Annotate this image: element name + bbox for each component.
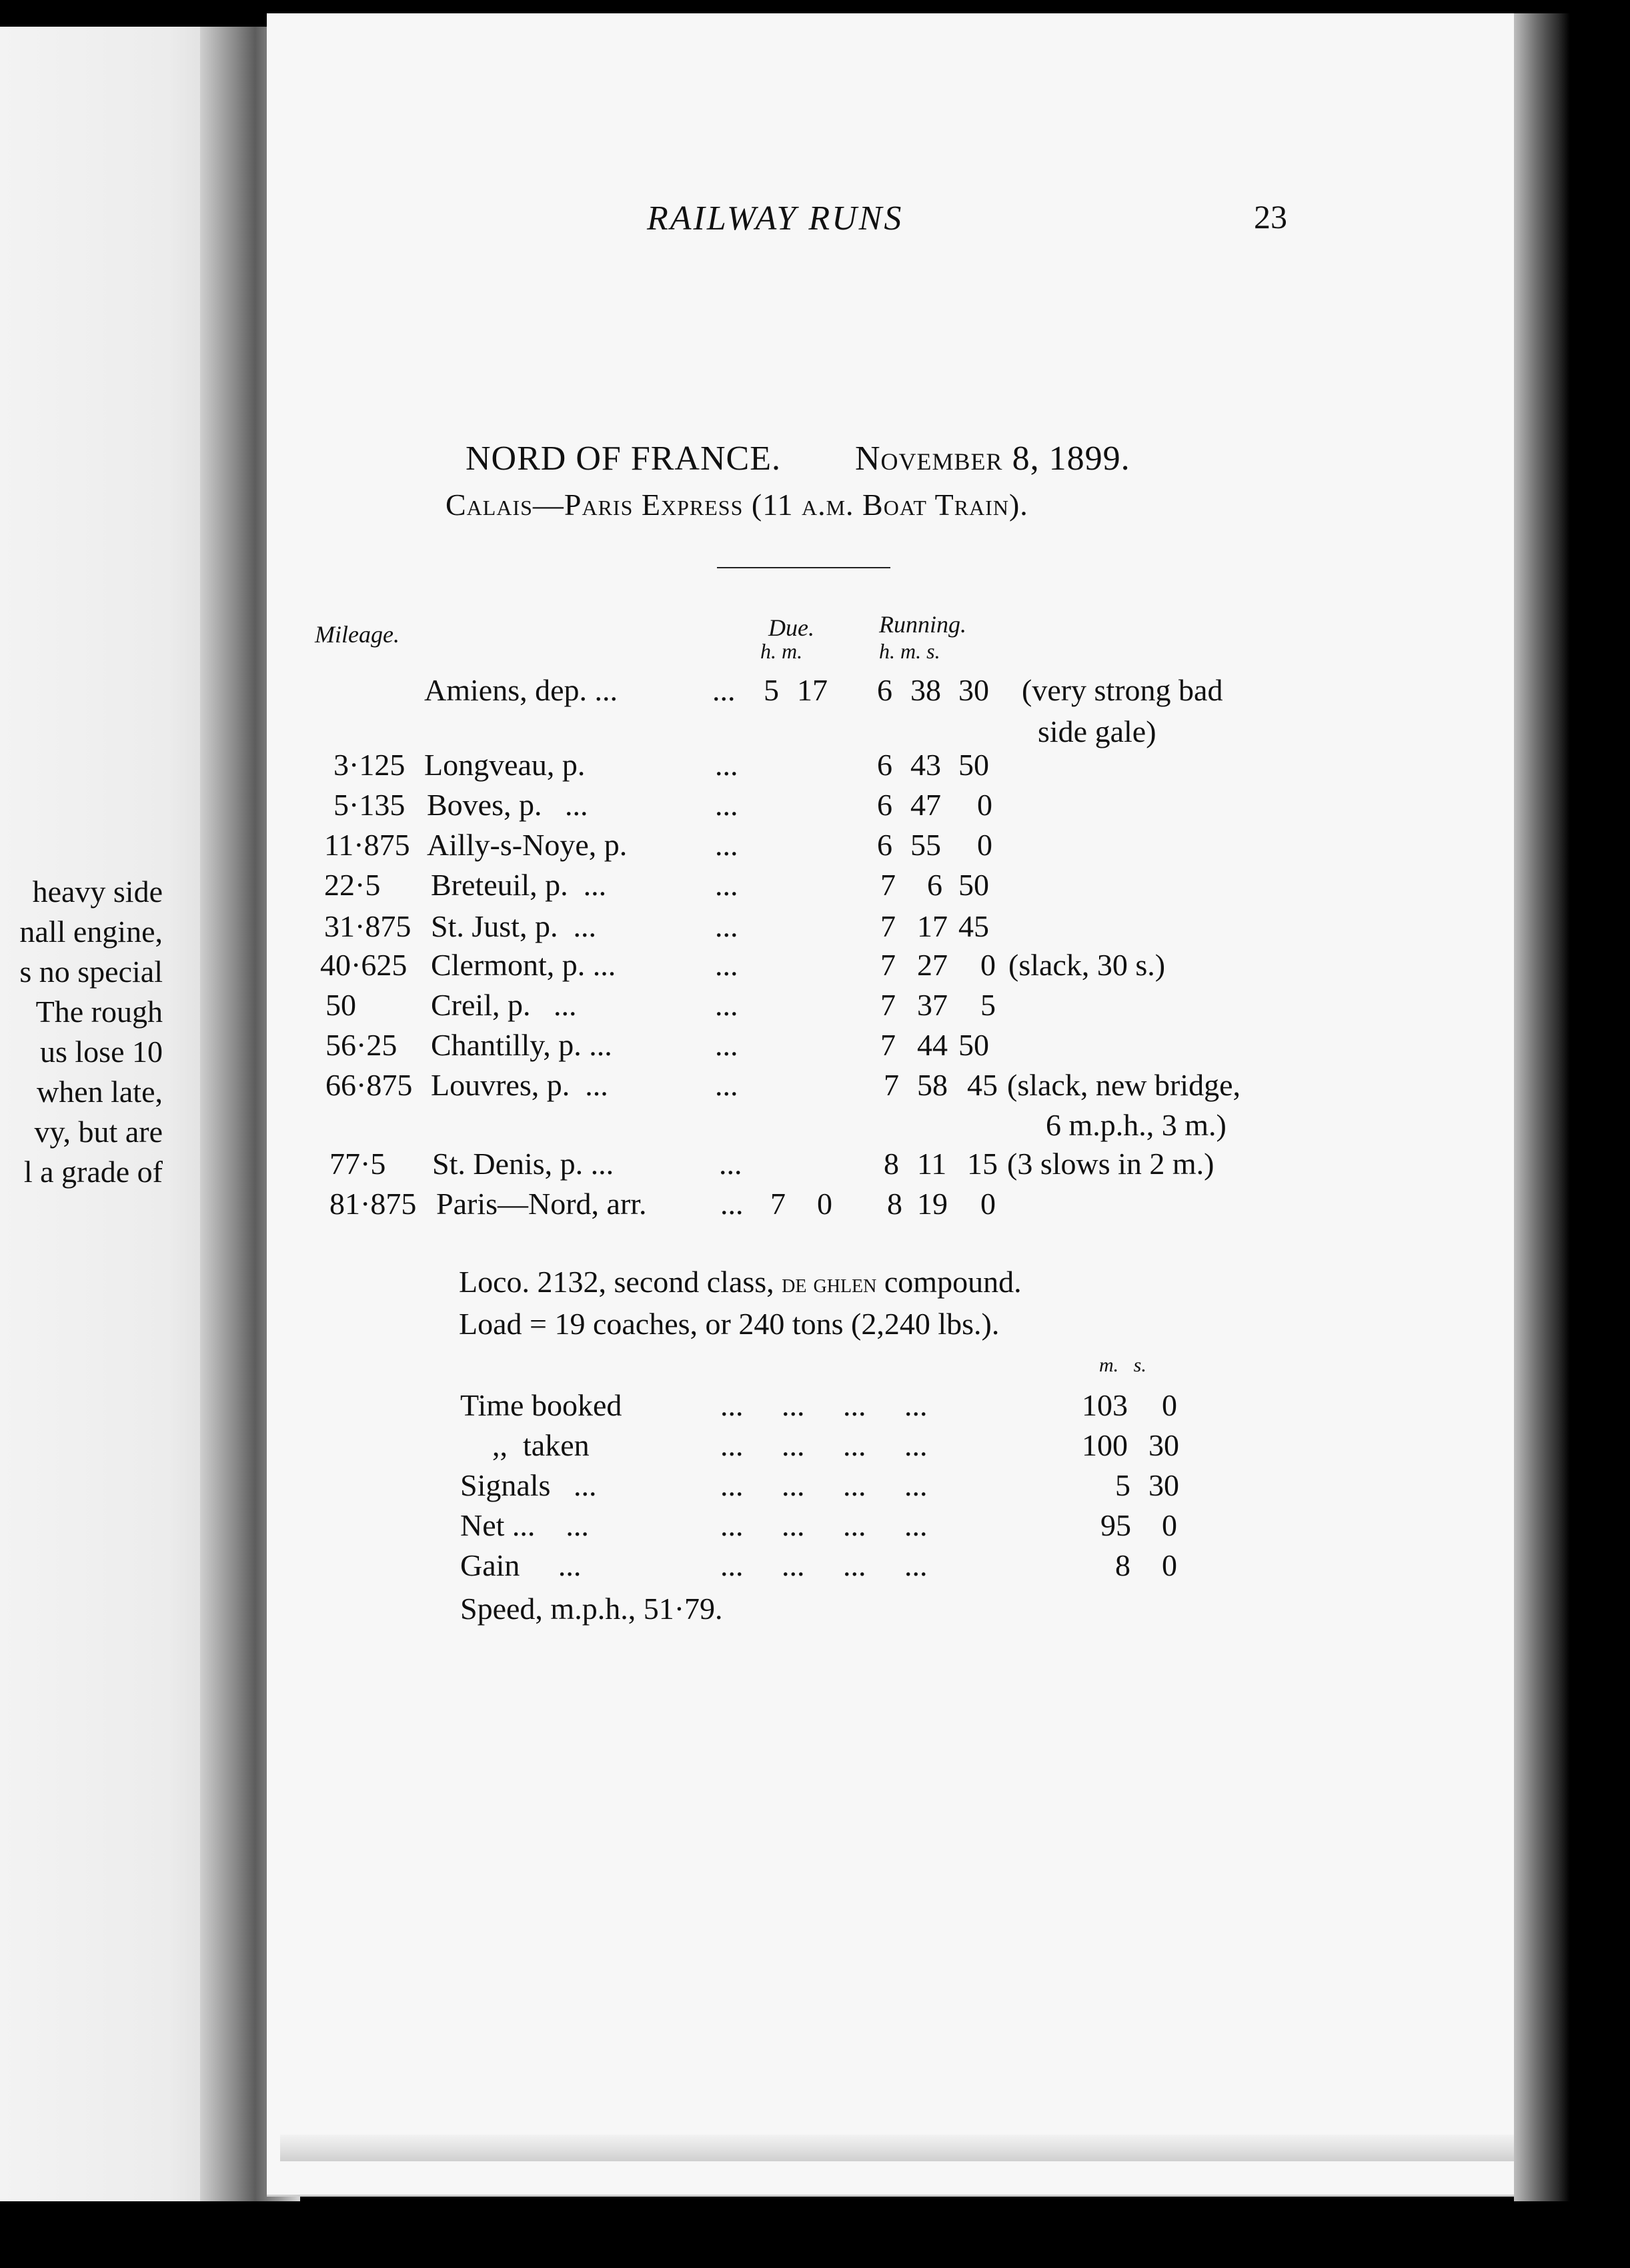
run-seconds-cell: 0 — [980, 948, 996, 982]
note-cell: (slack, new bridge, — [1007, 1068, 1241, 1102]
page-bottom-edge — [280, 2135, 1521, 2161]
summary-minutes: 100 — [1082, 1428, 1128, 1462]
leader-dots: ... ... ... ... — [720, 1468, 928, 1502]
left-page-line: heavy side — [32, 875, 163, 909]
column-header-mileage: Mileage. — [315, 621, 399, 648]
left-page-line: The rough — [35, 995, 163, 1029]
summary-seconds: 0 — [1162, 1508, 1177, 1542]
summary-label: ,, taken — [492, 1428, 590, 1462]
run-hours-cell: 7 — [880, 868, 896, 902]
run-minutes-cell: 17 — [917, 909, 948, 943]
run-minutes-cell: 27 — [917, 948, 948, 982]
summary-label: Net ... ... — [460, 1508, 589, 1542]
summary-seconds: 0 — [1162, 1548, 1177, 1582]
load-line: Load = 19 coaches, or 240 tons (2,240 lbs.). — [459, 1307, 1000, 1341]
mileage-cell: 56·25 — [325, 1028, 397, 1062]
leader-dots: ... — [719, 1147, 742, 1181]
mileage-cell: 81·875 — [329, 1187, 417, 1221]
station-name-cell: Clermont, p. ... — [431, 948, 616, 982]
summary-seconds: 30 — [1148, 1468, 1179, 1502]
summary-label: Time booked — [460, 1388, 622, 1422]
station-name-cell: Amiens, dep. ... — [424, 673, 618, 707]
station-name-cell: Louvres, p. ... — [431, 1068, 608, 1102]
leader-dots: ... — [715, 868, 738, 902]
run-hours-cell: 7 — [880, 909, 896, 943]
station-name-cell: Creil, p. ... — [431, 988, 577, 1022]
summary-seconds: 0 — [1162, 1388, 1177, 1422]
run-seconds-cell: 45 — [967, 1068, 998, 1102]
run-seconds-cell: 30 — [958, 673, 989, 707]
train-title: Calais—Paris Express (11 a.m. Boat Train). — [446, 488, 1028, 522]
page-number: 23 — [1254, 198, 1287, 235]
summary-seconds: 30 — [1148, 1428, 1179, 1462]
summary-minutes: 8 — [1115, 1548, 1130, 1582]
column-header-due: Due. — [768, 614, 814, 641]
run-date: November 8, 1899. — [855, 440, 1130, 478]
loco-type: compound. — [884, 1265, 1022, 1299]
run-hours-cell: 6 — [877, 788, 892, 822]
leader-dots: ... ... ... ... — [720, 1388, 928, 1422]
due-minutes-cell: 0 — [817, 1187, 832, 1221]
left-page-line: s no special — [19, 955, 163, 989]
run-hours-cell: 8 — [887, 1187, 902, 1221]
run-seconds-cell: 0 — [977, 828, 992, 862]
station-name-cell: Chantilly, p. ... — [431, 1028, 612, 1062]
loco-maker: de ghlen — [782, 1268, 877, 1298]
leader-dots: ... — [715, 948, 738, 982]
note-cell: (slack, 30 s.) — [1008, 948, 1166, 982]
station-name-cell: Boves, p. ... — [427, 788, 588, 822]
run-minutes-cell: 37 — [917, 988, 948, 1022]
leader-dots: ... — [715, 828, 738, 862]
note-cell: (very strong bad — [1022, 673, 1223, 707]
run-seconds-cell: 50 — [958, 1028, 989, 1062]
mileage-cell: 40·625 — [320, 948, 408, 982]
due-hours-cell: 7 — [770, 1187, 786, 1221]
mileage-cell: 5·135 — [333, 788, 405, 822]
run-minutes-cell: 6 — [927, 868, 942, 902]
title-divider — [717, 567, 890, 568]
summary-minutes: 5 — [1115, 1468, 1130, 1502]
mileage-cell: 77·5 — [329, 1147, 386, 1181]
due-hours-cell: 5 — [764, 673, 779, 707]
summary-minutes: 95 — [1100, 1508, 1131, 1542]
mileage-cell: 3·125 — [333, 748, 405, 782]
leader-dots: ... ... ... ... — [720, 1508, 928, 1542]
run-hours-cell: 7 — [884, 1068, 899, 1102]
leader-dots: ... — [720, 1187, 744, 1221]
run-seconds-cell: 50 — [958, 748, 989, 782]
column-header-running: Running. — [879, 611, 966, 638]
run-seconds-cell: 45 — [958, 909, 989, 943]
run-minutes-cell: 47 — [910, 788, 941, 822]
right-page — [267, 13, 1521, 2197]
note-continuation-cell: 6 m.p.h., 3 m.) — [1046, 1108, 1227, 1142]
run-seconds-cell: 15 — [967, 1147, 998, 1181]
summary-label: Gain ... — [460, 1548, 582, 1582]
mileage-cell: 31·875 — [324, 909, 412, 943]
run-hours-cell: 8 — [884, 1147, 899, 1181]
run-hours-cell: 7 — [880, 988, 896, 1022]
run-hours-cell: 6 — [877, 673, 892, 707]
leader-dots: ... — [715, 1028, 738, 1062]
run-seconds-cell: 5 — [980, 988, 996, 1022]
mileage-cell: 50 — [325, 988, 356, 1022]
summary-label: Signals ... — [460, 1468, 597, 1502]
run-hours-cell: 7 — [880, 948, 896, 982]
station-name-cell: St. Denis, p. ... — [432, 1147, 614, 1181]
left-page-line: vy, but are — [34, 1115, 163, 1149]
run-minutes-cell: 19 — [917, 1187, 948, 1221]
speed-line: Speed, m.p.h., 51·79. — [460, 1592, 723, 1626]
summary-minutes: 103 — [1082, 1388, 1128, 1422]
leader-dots: ... — [712, 673, 736, 707]
loco-line — [459, 1264, 1022, 1299]
run-seconds-cell: 0 — [980, 1187, 996, 1221]
leader-dots: ... — [715, 1068, 738, 1102]
due-minutes-cell: 17 — [797, 673, 828, 707]
station-name-cell: Ailly-s-Noye, p. — [427, 828, 628, 862]
leader-dots: ... ... ... ... — [720, 1548, 928, 1582]
run-minutes-cell: 58 — [917, 1068, 948, 1102]
station-name-cell: Longveau, p. — [424, 748, 586, 782]
leader-dots: ... ... ... ... — [720, 1428, 928, 1462]
run-minutes-cell: 43 — [910, 748, 941, 782]
page-right-edge — [1514, 13, 1570, 2201]
leader-dots: ... — [715, 788, 738, 822]
company-title: NORD OF FRANCE. — [466, 440, 781, 478]
running-title: RAILWAY RUNS — [647, 199, 904, 237]
leader-dots: ... — [715, 748, 738, 782]
mileage-cell: 22·5 — [324, 868, 381, 902]
mileage-cell: 66·875 — [325, 1068, 413, 1102]
left-page-line: when late, — [36, 1075, 163, 1109]
station-name-cell: Breteuil, p. ... — [431, 868, 607, 902]
column-header-due-units: h. m. — [760, 639, 803, 663]
run-seconds-cell: 0 — [977, 788, 992, 822]
note-cell: (3 slows in 2 m.) — [1007, 1147, 1214, 1181]
loco-text: Loco. 2132, second class, — [459, 1265, 774, 1299]
summary-units: m. s. — [1099, 1354, 1146, 1376]
leader-dots: ... — [715, 988, 738, 1022]
note-continuation-cell: side gale) — [1038, 714, 1156, 748]
run-minutes-cell: 44 — [917, 1028, 948, 1062]
run-hours-cell: 6 — [877, 828, 892, 862]
column-header-running-units: h. m. s. — [879, 639, 940, 663]
station-name-cell: St. Just, p. ... — [431, 909, 596, 943]
left-page-line: us lose 10 — [40, 1035, 163, 1069]
leader-dots: ... — [715, 909, 738, 943]
left-page-line: nall engine, — [19, 915, 163, 949]
run-hours-cell: 6 — [877, 748, 892, 782]
left-page-line: l a grade of — [23, 1155, 163, 1189]
mileage-cell: 11·875 — [324, 828, 410, 862]
run-minutes-cell: 38 — [910, 673, 941, 707]
run-hours-cell: 7 — [880, 1028, 896, 1062]
run-minutes-cell: 55 — [910, 828, 941, 862]
station-name-cell: Paris—Nord, arr. — [436, 1187, 647, 1221]
run-minutes-cell: 11 — [917, 1147, 947, 1181]
run-seconds-cell: 50 — [958, 868, 989, 902]
